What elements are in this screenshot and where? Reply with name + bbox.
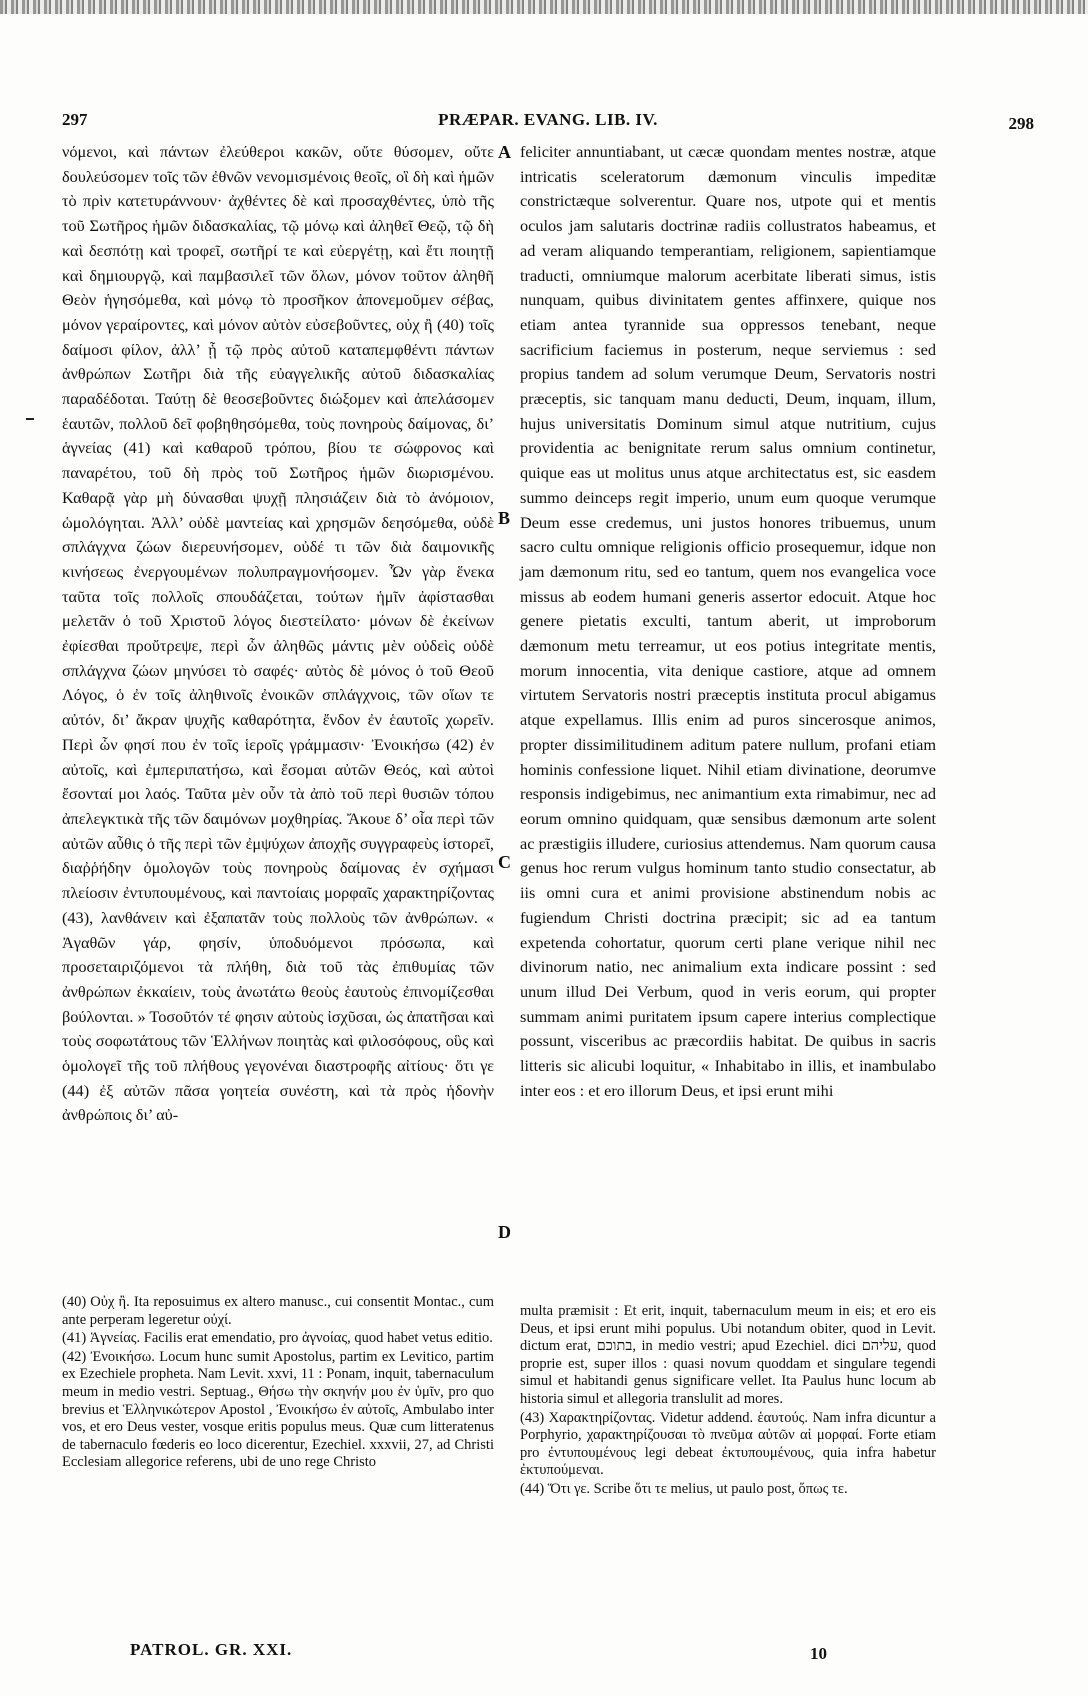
section-marker-c: C [498, 852, 511, 872]
margin-mark [26, 418, 34, 420]
section-marker-b: B [498, 508, 511, 528]
latin-text-column [520, 140, 936, 1103]
footnote-44: (44) Ὅτι γε. Scribe ὅτι τε melius, ut paulo post, ὅπως τε. [520, 1480, 848, 1497]
page-number-left: 297 [62, 110, 88, 129]
greek-text-column [62, 140, 494, 1128]
page-number-right: 298 [1008, 114, 1034, 133]
section-marker-a: A [498, 142, 511, 162]
footnote-40: (40) Οὐχ ἢ. Ita reposuimus ex altero manusc., cui consentit Montac., cum ante perperam legeretur οὐχί. [62, 1294, 494, 1328]
footnote-43: (43) Χαρακτηρίζοντας. Videtur addend. ἑαυτούς. Nam infra dicuntur a Porphyrio, χαρακτηρίζουσαι τὸ πνεῦμα αὐτῶν αἱ μορφαί. Forte etiam pro ἐντυπουμένους legi debeat ἐκτυπουμένους, quia infra habetur ἐκτυπούμεναι. [520, 1409, 936, 1479]
greek-text: νόμενοι, καὶ πάντων ἐλεύθεροι κακῶν, οὔτε θύσομεν, οὔτε δουλεύσομεν τοῖς τῶν ἐθνῶν νενομισμένοις θεοῖς, οἳ δὴ καὶ ἡμῶν τὸ πρὶν κατετυράννουν· ἀχθέντες δὲ καὶ προσαχθέντες, ὑπὸ τῆς τοῦ Σωτῆρος ἡμῶν διδασκαλίας, τῷ μόνῳ καὶ ἀληθεῖ Θεῷ, τῷ δὴ καὶ δεσπότῃ καὶ τροφεῖ, σωτῆρί τε καὶ εὐεργέτῃ, καὶ ἔτι ποιητῇ καὶ δημιουργῷ, καὶ παμβασιλεῖ τῶν ὅλων, μόνον τοῦτον ἀληθῆ Θεὸν ἡγησόμεθα, καὶ μόνῳ τὸ προσῆκον ἀπονεμοῦμεν σέβας, μόνον γεραίροντες, καὶ μόνον αὐτὸν εὐσεβοῦντες, οὐχ ἢ (40) τοῖς δαίμοσι φίλον, ἀλλ’ ᾗ τῷ πρὸς αὐτοῦ καταπεμφθέντι πάντων ἀνθρώπων Σωτῆρι διὰ τῆς εὐαγγελικῆς αὐτοῦ διδασκαλίας παραδέδοται. Ταύτῃ δὲ θεοσεβοῦντες διώξομεν καὶ ἀπελάσομεν ἑαυτῶν, πολλοῦ δεῖ φοβηθησόμεθα, τοὺς πονηροὺς δαίμονας, δι’ ἁγνείας (41) καὶ καθαροῦ τρόπου, βίου τε σώφρονος καὶ παναρέτου, τοῦ δὴ πρὸς τοῦ Σωτῆρος ἡμῶν διωρισμένου. Καθαρᾷ γὰρ μὴ δύνασθαι ψυχῇ πλησιάζειν διὰ τὸ ἀνόμοιον, ὡμολόγηται. Ἀλλ’ οὐδὲ μαντείας καὶ χρησμῶν δεησόμεθα, οὐδὲ σπλάγχνα ζώων διερευνήσομεν, οὐδέ τι τῶν διὰ δαιμονικῆς κινήσεως ἐνεργουμένων πολυπραγμονήσομεν. Ὧν γὰρ ἕνεκα ταῦτα τοῖς πολλοῖς σπουδάζεται, τούτων ἡμῖν ἀφίστασθαι μελετᾶν ὁ τοῦ Χριστοῦ λόγος διεστείλατο· μόνων δὲ ἐκείνων ἐφίεσθαι προὔτρεψε, περὶ ὧν ἀληθῶς μάντις μὲν οὐδεὶς οὐδὲ σπλάγχνα ζώων μηνύσει τὸ σαφές· αὐτὸς δὲ μόνος ὁ τοῦ Θεοῦ Λόγος, ὁ ἐν τοῖς ἀληθινοῖς ἐνοικῶν σπλάγχνοις, τῶν οἵων τε αὐτόν, δι’ ἄκραν ψυχῆς καθαρότητα, ἔνδον ἐν ἑαυτοῖς χωρεῖν. Περὶ ὧν φησί που ἐν τοῖς ἱεροῖς γράμμασιν· Ἐνοικήσω (42) ἐν αὐτοῖς, καὶ ἐμπεριπατήσω, καὶ ἔσομαι αὐτῶν Θεός, καὶ αὐτοὶ ἔσονταί μοι λαός. Ταῦτα μὲν οὖν τὰ ἀπὸ τοῦ περὶ θυσιῶν τόπου ἀπελεγκτικὰ τῆς τῶν δαιμόνων μοχθηρίας. Ἄκουε δ’ οἷα περὶ τῶν αὐτῶν αὖθις ὁ τῆς περὶ τῶν ἐμψύχων ἀποχῆς συγγραφεὺς ἱστορεῖ, διαῤῥήδην ὁμολογῶν τοὺς πονηροὺς δαίμονας ἐν σχήμασι πλείοσιν ἐντυπουμένους, καὶ παντοίαις μορφαῖς χαρακτηρίζοντας (43), λανθάνειν καὶ ἐξαπατᾶν τοὺς πολλοὺς τῶν ἀνθρώπων. « Ἀγαθῶν γάρ, φησίν, ὑποδυόμενοι πρόσωπα, καὶ προσεταιριζόμενοι τὰ πλήθη, διὰ τοῦ τὰς ἐπιθυμίας τῶν ἀνθρώπων ἐκκαίειν, τοὺς ἀνωτάτω θεοὺς ἑαυτοὺς ἐπινομίζεσθαι βούλονται. » Τοσοῦτόν τέ φησιν αὐτοὺς ἰσχῦσαι, ὡς ἀπατῆσαι καὶ τοὺς σοφωτάτους τῶν Ἑλλήνων ποιητὰς καὶ φιλοσόφους, οὓς καὶ ὁμολογεῖ τῆς τοῦ πλήθους γεγονέναι διαστροφῆς αἰτίους· ὅτι γε (44) ἐξ αὐτῶν πᾶσα γοητεία συνέστη, καὶ τὰ πρὸς ἡδονὴν ἀνθρώποις δι’ αὐ- [62, 142, 494, 1125]
gathering-number: 10 [810, 1644, 827, 1663]
running-title: PRÆPAR. EVANG. LIB. IV. [438, 110, 658, 129]
running-header [62, 110, 1034, 136]
scan-edge [0, 0, 1088, 14]
series-signature: PATROL. GR. XXI. [130, 1640, 293, 1659]
footnotes-left [62, 1294, 494, 1473]
footnote-41: (41) Ἁγνείας. Facilis erat emendatio, pro ἀγνοίας, quod habet vetus editio. [62, 1330, 493, 1347]
latin-text: feliciter annuntiabant, ut cæcæ quondam mentes nostræ, atque intricatis sceleratorum dæmonum vinculis impeditæ constrictæque solverentur. Quare nos, utpote qui et mentis oculos jam salutaris doctrinæ radiis collustratos habeamus, et ad veram aliquando temperantiam, religionem, sapientiamque traducti, omniumque malorum acerbitate liberati simus, istis nunquam, quibus divinitatem gentes affinxere, quique nos etiam antea tyrannide sua oppressos tenebant, neque sacrificium faciemus in posterum, neque serviemus : sed propius tandem ad solum verumque Deum, Servatoris nostri præceptis, sic tanquam manu deducti, Deum, inquam, illum, hujus universitatis Dominum simul atque nutritium, cujus providentia ac benignitate rerum salus omnium continetur, quique eas ut molitus unus atque architectatus est, sic easdem summo deinceps regit imperio, unum eum quoque verumque Deum esse credemus, uni justos honores tribuemus, unum sacro cultu omnique religionis officio prosequemur, idque non jam dæmonum ritu, sed eo tantum, quem nos evangelica voce missus ab eodem humani generis assertor edocuit. Atque hoc genere pietatis exculti, tantum aberit, ut improborum dæmonum metu terreamur, ut eos potius integritate mentis, morum innocentia, vita denique castiore, atque ad omnem virtutem Servatoris nostri præceptis instituta procul abigamus atque expellamus. Illis enim ad puros sincerosque animos, propter dissimilitudinem aditum patere nullum, profani etiam hominis confessione liquet. Nihil etiam divinatione, deorumve responsis indigebimus, nec animantium exta rimabimur, nec ad eorum omnino quidquam, quæ sensibus dæmonum arte solent ac præstigiis illudere, curiosius attendemus. Nam quorum causa genus hoc rerum vulgus hominum tanto studio consectatur, ab iis omni cura et animi provisione abstinendum nobis ac fugiendum Christi doctrina præcipit; sic ad ea tantum expetenda cohortatur, quorum certi plane verique nihil nec divinorum natio, nec animalium exta indicare possint : sed unum illud Dei Verbum, quod in veris eorum, qui propter summam animi puritatem ipsum capere interius complectique possunt, visceribus ac præcordiis habitat. De quibus in sacris litteris sic alicubi loquitur, « Inhabitabo in illis, et inambulabo inter eos : et ero illorum Deus, et ipsi erunt mihi [520, 142, 936, 1100]
section-marker-d: D [498, 1222, 511, 1242]
footnote-42-continued: multa præmisit : Et erit, inquit, tabernaculum meum in eis; et ero eis Deus, et ipsi erunt mihi populus. Ubi notandum obiter, quod in Levit. dictum erat, בתוכם, in medio vestri; apud Ezechiel. dici עליהם, quod proprie est, super illos : quasi novum quoddam et singulare tegendi simul et habitandi genus significare vellet. Ita Paulus hunc locum ab historia simul et allegoria translulit ad mores. [520, 1303, 936, 1407]
footnotes-right [520, 1303, 936, 1500]
footnote-42: (42) Ἐνοικήσω. Locum hunc sumit Apostolus, partim ex Levitico, partim ex Ezechiele propheta. Nam Levit. xxvi, 11 : Ponam, inquit, tabernaculum meum in medio vestri. Septuag., Θήσω τὴν σκηνήν μου ἐν ὑμῖν, pro quo brevius et Ἑλληνικώτερον Apostol , Ἐνοικήσω ἐν αὐτοῖς, Ambulabo inter vos, et ero Deus vester, vosque eritis populus meus. Quæ cum litteratenus de tabernaculo fœderis eo loco dicerentur, Ezechiel. xxxvii, 27, ad Christi Ecclesiam allegorice referens, ubi de uno rege Christo [62, 1348, 494, 1471]
